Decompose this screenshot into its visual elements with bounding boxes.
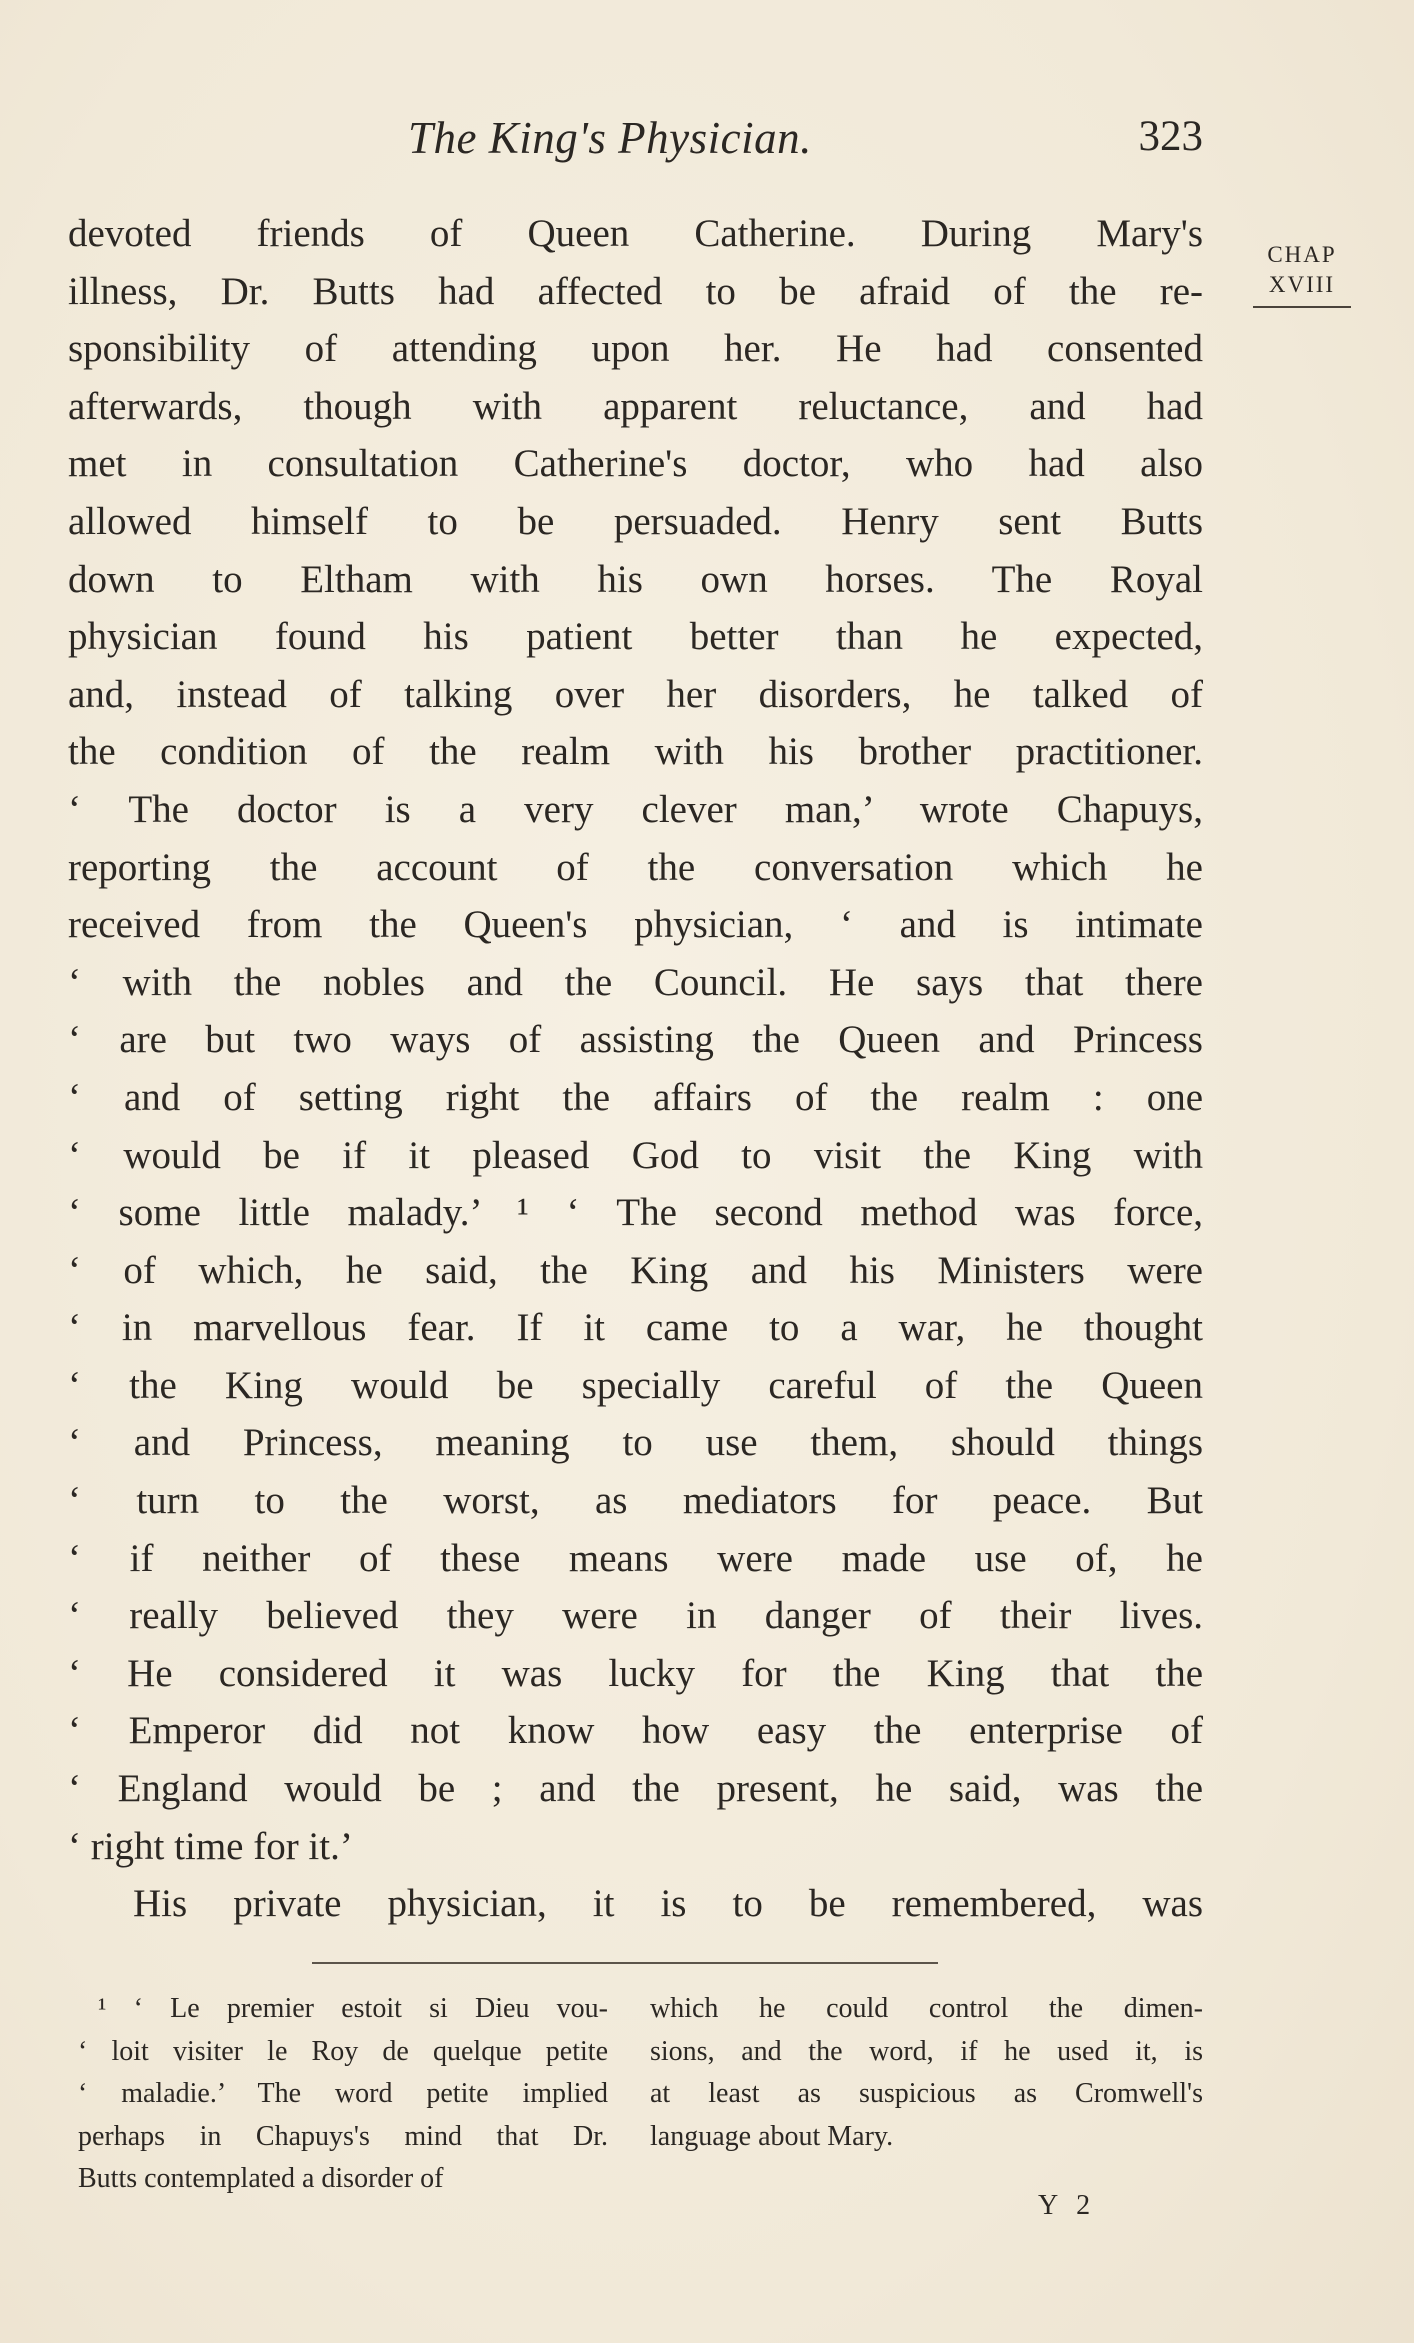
text-line: reporting the account of the conversation which he	[68, 845, 1203, 889]
footnote-line: language about Mary.	[650, 2120, 894, 2152]
text-line: ‘ would be if it pleased God to visit the King with	[68, 1133, 1203, 1177]
footnote-line: ‘ maladie.’ The word petite implied	[78, 2078, 608, 2110]
text-line: devoted friends of Queen Catherine. During Mary's	[68, 212, 1203, 255]
footnote-line: sions, and the word, if he used it, is	[650, 2035, 1203, 2067]
text-line: ‘ in marvellous fear. If it came to a war, he thought	[68, 1306, 1203, 1350]
text-line: met in consultation Catherine's doctor, who had also	[68, 442, 1203, 486]
text-line: ‘ turn to the worst, as mediators for peace. But	[68, 1479, 1203, 1523]
text-line: down to Eltham with his own horses. The Royal	[68, 557, 1203, 601]
footnote-line: ¹ ‘ Le premier estoit si Dieu vou-	[98, 1993, 608, 2024]
footnote-line: which he could control the dimen-	[650, 1993, 1203, 2024]
text-line: ‘ of which, he said, the King and his Ministers were	[68, 1248, 1203, 1292]
page-number: 323	[1138, 113, 1203, 160]
text-line: the condition of the realm with his brother practitioner.	[68, 730, 1203, 774]
text-line: ‘ and Princess, meaning to use them, should things	[68, 1421, 1203, 1465]
text-line: ‘ and of setting right the affairs of the realm : one	[68, 1075, 1203, 1119]
text-line: ‘ England would be ; and the present, he said, was the	[68, 1767, 1203, 1811]
text-line: ‘ The doctor is a very clever man,’ wrote Chapuys,	[68, 787, 1203, 831]
text-line: ‘ are but two ways of assisting the Queen and Princess	[68, 1018, 1203, 1062]
chapter-number: XVIII	[1268, 272, 1336, 297]
body-text	[68, 205, 1203, 1933]
text-line: received from the Queen's physician, ‘ and is intimate	[68, 903, 1203, 947]
footnote-line: at least as suspicious as Cromwell's	[650, 2078, 1203, 2110]
chapter-label: CHAP	[1267, 242, 1337, 267]
text-line: ‘ some little malady.’ ¹ ‘ The second method was force,	[68, 1191, 1203, 1235]
text-line: ‘ with the nobles and the Council. He says that there	[68, 960, 1203, 1004]
text-line: His private physician, it is to be remembered, was	[133, 1882, 1203, 1926]
text-line: ‘ the King would be specially careful of the Queen	[68, 1363, 1203, 1407]
chapter-side-note	[1252, 240, 1352, 308]
footnote-rule	[312, 1962, 938, 1964]
signature-mark: Y 2	[1038, 2190, 1097, 2221]
text-line: allowed himself to be persuaded. Henry sent Butts	[68, 499, 1203, 543]
text-line: ‘ Emperor did not know how easy the enterprise of	[68, 1709, 1203, 1753]
text-line: physician found his patient better than he expected,	[68, 615, 1203, 659]
footnotes	[68, 1988, 1203, 2195]
footnote-line: perhaps in Chapuys's mind that Dr.	[78, 2120, 608, 2152]
footnote-line: ‘ loit visiter le Roy de quelque petite	[78, 2035, 608, 2067]
footnote-line: Butts contemplated a disorder of	[78, 2163, 444, 2195]
footnote-column-right	[650, 1988, 1203, 2158]
footnote-column-left	[78, 1988, 608, 2201]
text-line: ‘ really believed they were in danger of their lives.	[68, 1594, 1203, 1638]
text-line: and, instead of talking over her disorders, he talked of	[68, 672, 1203, 716]
running-head-title: The King's Physician.	[408, 113, 812, 163]
text-line: sponsibility of attending upon her. He had consented	[68, 327, 1203, 371]
text-line: ‘ if neither of these means were made use of, he	[68, 1536, 1203, 1580]
running-head	[68, 112, 1203, 172]
text-line: ‘ right time for it.’	[68, 1824, 353, 1868]
text-line: afterwards, though with apparent reluctance, and had	[68, 384, 1203, 428]
side-note-rule	[1253, 306, 1351, 308]
text-line: illness, Dr. Butts had affected to be afraid of the re-	[68, 269, 1203, 313]
text-line: ‘ He considered it was lucky for the King that the	[68, 1651, 1203, 1695]
